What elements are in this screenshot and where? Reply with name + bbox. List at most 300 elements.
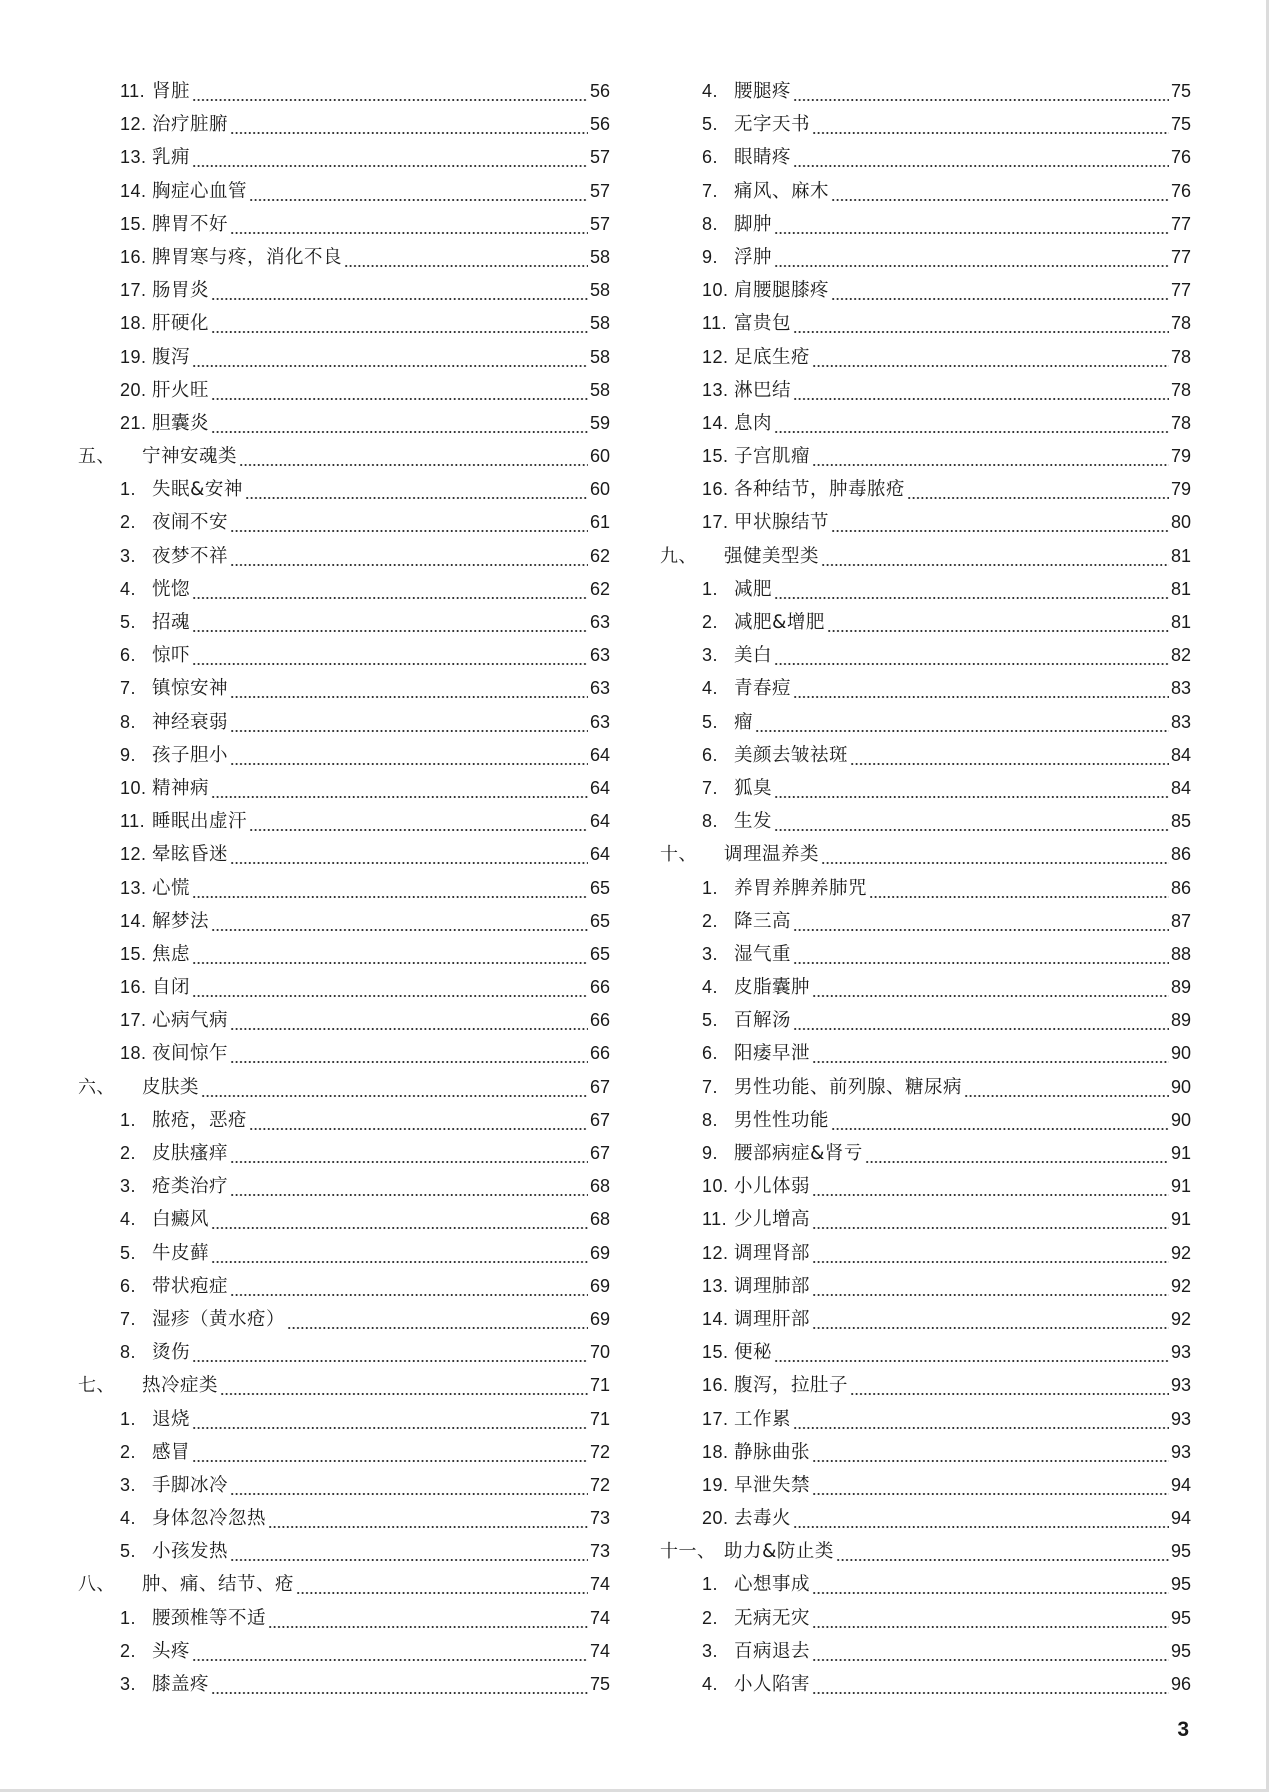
toc-entry-title: 镇惊安神 <box>152 678 229 700</box>
toc-entry-number: 13. <box>702 1275 729 1296</box>
dot-leader <box>907 473 1169 506</box>
toc-entry-page: 63 <box>589 645 610 666</box>
toc-entry[interactable] <box>660 872 1191 905</box>
toc-entry-title: 小孩发热 <box>152 1541 229 1563</box>
toc-entry-number: 2. <box>120 1640 137 1661</box>
toc-entry-title: 助力&防止类 <box>724 1541 834 1563</box>
toc-entry[interactable] <box>660 141 1191 174</box>
toc-entry[interactable] <box>660 506 1191 539</box>
toc-entry[interactable] <box>78 573 610 606</box>
dot-leader <box>774 241 1169 274</box>
toc-entry[interactable] <box>660 1137 1191 1170</box>
toc-entry[interactable] <box>660 75 1191 108</box>
toc-entry-page: 69 <box>589 1242 610 1263</box>
toc-entry-title: 男性性功能 <box>734 1109 830 1131</box>
dot-leader <box>831 506 1169 539</box>
toc-entry[interactable] <box>78 1535 610 1568</box>
toc-entry-page: 73 <box>589 1541 610 1562</box>
toc-entry[interactable] <box>660 639 1191 672</box>
toc-entry[interactable] <box>660 1336 1191 1369</box>
toc-entry-title: 恍惚 <box>152 578 191 600</box>
dot-leader <box>793 938 1169 971</box>
toc-entry-page: 94 <box>1170 1508 1191 1529</box>
dot-leader <box>836 1535 1169 1568</box>
toc-entry-page: 78 <box>1170 346 1191 367</box>
toc-entry-page: 72 <box>589 1474 610 1495</box>
toc-entry[interactable] <box>78 1403 610 1436</box>
toc-entry-title: 淋巴结 <box>734 379 792 401</box>
dot-leader <box>230 1270 588 1303</box>
toc-entry-title: 夜梦不祥 <box>152 545 229 567</box>
toc-entry-number: 2. <box>702 1607 719 1628</box>
dot-leader <box>774 805 1169 838</box>
toc-entry-number: 1. <box>702 1574 719 1595</box>
toc-entry-title: 去毒火 <box>734 1508 792 1530</box>
dot-leader <box>812 971 1169 1004</box>
toc-entry-title: 身体忽冷忽热 <box>152 1508 267 1530</box>
toc-entry-title: 心病气病 <box>152 1010 229 1032</box>
toc-entry-number: 11. <box>702 313 728 334</box>
toc-entry-page: 92 <box>1170 1308 1191 1329</box>
toc-entry-number: 17. <box>702 1408 729 1429</box>
toc-entry-number: 4. <box>120 578 137 599</box>
toc-entry-page: 79 <box>1170 446 1191 467</box>
dot-leader <box>793 307 1169 340</box>
toc-entry-title: 腰部病症&肾亏 <box>734 1143 863 1164</box>
toc-entry-number: 5. <box>120 1242 137 1263</box>
dot-leader <box>230 1535 588 1568</box>
toc-entry-title: 无字天书 <box>734 114 811 136</box>
toc-entry-title: 精神病 <box>152 777 210 799</box>
dot-leader <box>850 1369 1169 1402</box>
toc-section-heading[interactable] <box>660 540 1191 573</box>
dot-leader <box>249 175 588 208</box>
toc-entry[interactable] <box>660 1170 1191 1203</box>
toc-entry[interactable] <box>78 772 610 805</box>
dot-leader <box>812 1170 1169 1203</box>
dot-leader <box>211 1237 588 1270</box>
toc-entry-page: 78 <box>1170 379 1191 400</box>
toc-entry-number: 7. <box>702 180 719 201</box>
toc-entry-number: 16. <box>120 977 147 998</box>
toc-entry-page: 66 <box>589 977 610 998</box>
toc-entry-number: 4. <box>702 678 719 699</box>
toc-entry[interactable] <box>78 1303 610 1336</box>
toc-entry-page: 64 <box>589 811 610 832</box>
toc-entry-page: 74 <box>589 1640 610 1661</box>
toc-entry-number: 19. <box>702 1474 729 1495</box>
dot-leader <box>869 872 1169 905</box>
toc-entry-number: 7. <box>120 1308 137 1329</box>
toc-entry-page: 76 <box>1170 180 1191 201</box>
dot-leader <box>774 208 1169 241</box>
toc-entry[interactable] <box>78 1170 610 1203</box>
toc-entry-page: 90 <box>1170 1043 1191 1064</box>
toc-entry[interactable] <box>78 274 610 307</box>
toc-entry-page: 84 <box>1170 744 1191 765</box>
dot-leader <box>812 1203 1169 1236</box>
dot-leader <box>249 1104 588 1137</box>
toc-entry-page: 69 <box>589 1275 610 1296</box>
dot-leader <box>230 838 588 871</box>
toc-entry-page: 59 <box>589 412 610 433</box>
toc-entry[interactable] <box>660 208 1191 241</box>
toc-entry-page: 73 <box>589 1508 610 1529</box>
toc-entry-title: 子宫肌瘤 <box>734 446 811 468</box>
toc-entry[interactable] <box>78 175 610 208</box>
dot-leader <box>230 208 588 241</box>
toc-entry-title: 减肥&增肥 <box>734 612 825 633</box>
toc-entry-page: 60 <box>589 479 610 500</box>
toc-entry[interactable] <box>660 1037 1191 1070</box>
dot-leader <box>211 274 588 307</box>
toc-entry-page: 75 <box>1170 81 1191 101</box>
toc-entry-title: 青春痘 <box>734 678 792 700</box>
toc-entry[interactable] <box>78 606 610 639</box>
toc-entry[interactable] <box>78 241 610 274</box>
toc-entry[interactable] <box>78 208 610 241</box>
toc-entry-number: 20. <box>120 379 147 400</box>
dot-leader <box>192 938 588 971</box>
dot-leader <box>192 1436 588 1469</box>
toc-entry-title: 生发 <box>734 811 773 833</box>
dot-leader <box>774 1336 1169 1369</box>
toc-entry-number: 14. <box>702 412 729 433</box>
toc-entry-number: 11. <box>120 81 146 101</box>
toc-entry[interactable] <box>78 1635 610 1668</box>
toc-entry[interactable] <box>78 1336 610 1369</box>
toc-entry-title: 湿气重 <box>734 943 792 965</box>
toc-entry[interactable] <box>660 440 1191 473</box>
toc-entry[interactable] <box>660 1602 1191 1635</box>
toc-entry-title: 甲状腺结节 <box>734 512 830 534</box>
toc-entry-page: 62 <box>589 578 610 599</box>
dot-leader <box>812 1303 1169 1336</box>
toc-entry-page: 76 <box>1170 147 1191 168</box>
toc-entry-number: 4. <box>702 977 719 998</box>
toc-entry-title: 手脚冰冷 <box>152 1474 229 1496</box>
toc-entry-title: 足底生疮 <box>734 346 811 368</box>
toc-entry-page: 63 <box>589 678 610 699</box>
toc-entry-number: 19. <box>120 346 147 367</box>
toc-entry[interactable] <box>78 1436 610 1469</box>
toc-entry-number: 16. <box>702 1375 729 1396</box>
toc-entry[interactable] <box>78 374 610 407</box>
toc-entry-number: 16. <box>120 246 147 267</box>
toc-entry[interactable] <box>660 905 1191 938</box>
dot-leader <box>268 1602 588 1635</box>
dot-leader <box>827 606 1169 639</box>
toc-entry-title: 肿、痛、结节、疮 <box>142 1574 295 1596</box>
toc-entry[interactable] <box>660 1303 1191 1336</box>
toc-entry-page: 81 <box>1170 578 1191 599</box>
toc-entry-page: 75 <box>589 1674 610 1694</box>
toc-section-heading[interactable] <box>78 1369 610 1402</box>
toc-entry[interactable] <box>660 374 1191 407</box>
dot-leader <box>821 540 1169 573</box>
toc-entry-number: 十一、 <box>660 1541 716 1562</box>
toc-entry-page: 58 <box>589 280 610 301</box>
toc-entry-page: 72 <box>589 1441 610 1462</box>
toc-entry[interactable] <box>78 938 610 971</box>
toc-entry-number: 1. <box>702 578 719 599</box>
toc-entry-title: 小儿体弱 <box>734 1176 811 1198</box>
toc-entry-number: 5. <box>702 114 719 135</box>
toc-section-heading[interactable] <box>78 1568 610 1601</box>
dot-leader <box>245 473 588 506</box>
dot-leader <box>230 108 588 141</box>
toc-entry-page: 58 <box>589 346 610 367</box>
toc-entry-page: 91 <box>1170 1143 1191 1163</box>
toc-entry-number: 14. <box>120 180 147 201</box>
toc-entry-title: 自闭 <box>152 977 191 999</box>
toc-entry-page: 86 <box>1170 844 1191 865</box>
toc-entry[interactable] <box>660 1668 1191 1701</box>
toc-entry[interactable] <box>660 938 1191 971</box>
toc-entry[interactable] <box>660 1436 1191 1469</box>
toc-entry[interactable] <box>660 971 1191 1004</box>
toc-entry-number: 4. <box>702 81 719 101</box>
toc-entry-title: 膝盖疼 <box>152 1674 210 1695</box>
toc-entry-number: 13. <box>120 147 147 168</box>
toc-entry-title: 降三高 <box>734 910 792 932</box>
toc-entry-page: 65 <box>589 943 610 964</box>
toc-section-heading[interactable] <box>660 1535 1191 1568</box>
dot-leader <box>230 1037 588 1070</box>
toc-entry-title: 工作累 <box>734 1408 792 1430</box>
dot-leader <box>793 672 1169 705</box>
toc-entry[interactable] <box>660 241 1191 274</box>
toc-entry-title: 胆囊炎 <box>152 412 210 434</box>
toc-entry-title: 肝硬化 <box>152 313 210 335</box>
toc-entry-number: 11. <box>120 811 146 832</box>
toc-entry-page: 58 <box>589 313 610 334</box>
toc-entry-title: 调理肾部 <box>734 1242 811 1264</box>
toc-entry-number: 10. <box>702 280 729 301</box>
toc-section-heading[interactable] <box>78 440 610 473</box>
toc-entry[interactable] <box>660 407 1191 440</box>
toc-entry-page: 71 <box>589 1375 610 1396</box>
dot-leader <box>230 1004 588 1037</box>
toc-entry[interactable] <box>660 1502 1191 1535</box>
toc-entry-number: 10. <box>702 1176 729 1197</box>
toc-entry[interactable] <box>660 473 1191 506</box>
toc-entry[interactable] <box>78 307 610 340</box>
toc-entry[interactable] <box>660 1270 1191 1303</box>
toc-entry-title: 便秘 <box>734 1342 773 1364</box>
toc-entry[interactable] <box>78 971 610 1004</box>
toc-entry-title: 睡眠出虚汗 <box>152 811 248 833</box>
toc-entry[interactable] <box>78 341 610 374</box>
dot-leader <box>812 1668 1169 1701</box>
toc-entry[interactable] <box>660 274 1191 307</box>
toc-entry-title: 脾胃寒与疼，消化不良 <box>152 246 343 268</box>
toc-entry[interactable] <box>78 473 610 506</box>
toc-entry[interactable] <box>78 506 610 539</box>
toc-entry-title: 调理温养类 <box>724 844 820 866</box>
toc-entry-title: 孩子胆小 <box>152 744 229 766</box>
toc-entry[interactable] <box>660 1071 1191 1104</box>
toc-entry-page: 56 <box>589 114 610 135</box>
dot-leader <box>192 141 588 174</box>
toc-entry[interactable] <box>78 75 610 108</box>
dot-leader <box>831 175 1169 208</box>
toc-entry-number: 9. <box>702 1143 719 1163</box>
toc-entry[interactable] <box>78 1668 610 1701</box>
toc-entry[interactable] <box>78 1004 610 1037</box>
toc-entry[interactable] <box>78 1270 610 1303</box>
toc-entry[interactable] <box>660 772 1191 805</box>
toc-entry-number: 3. <box>120 1674 137 1694</box>
dot-leader <box>230 1137 588 1170</box>
toc-entry-page: 79 <box>1170 479 1191 500</box>
toc-entry[interactable] <box>78 872 610 905</box>
dot-leader <box>812 108 1169 141</box>
toc-entry-number: 7. <box>702 777 719 798</box>
dot-leader <box>812 341 1169 374</box>
toc-entry[interactable] <box>660 672 1191 705</box>
toc-entry-number: 九、 <box>660 545 697 566</box>
toc-entry[interactable] <box>78 838 610 871</box>
toc-section-heading[interactable] <box>660 838 1191 871</box>
dot-leader <box>793 1004 1169 1037</box>
toc-entry-title: 痛风、麻木 <box>734 180 830 202</box>
toc-entry-page: 63 <box>589 711 610 732</box>
dot-leader <box>192 1336 588 1369</box>
toc-entry[interactable] <box>78 1104 610 1137</box>
toc-entry-number: 17. <box>702 512 729 533</box>
toc-entry[interactable] <box>78 1037 610 1070</box>
toc-entry[interactable] <box>78 672 610 705</box>
toc-entry-number: 1. <box>120 1109 137 1130</box>
toc-entry[interactable] <box>78 1502 610 1535</box>
toc-entry-number: 17. <box>120 1010 147 1031</box>
toc-entry[interactable] <box>660 1004 1191 1037</box>
toc-entry-page: 57 <box>589 180 610 201</box>
toc-entry[interactable] <box>78 108 610 141</box>
toc-entry-title: 浮肿 <box>734 246 773 268</box>
toc-entry[interactable] <box>660 1469 1191 1502</box>
toc-entry[interactable] <box>660 573 1191 606</box>
toc-entry-number: 10. <box>120 777 147 798</box>
dot-leader <box>192 639 588 672</box>
toc-entry[interactable] <box>660 108 1191 141</box>
toc-entry[interactable] <box>78 639 610 672</box>
toc-entry-page: 82 <box>1170 645 1191 666</box>
toc-entry[interactable] <box>78 1237 610 1270</box>
toc-entry-number: 3. <box>702 943 719 964</box>
dot-leader <box>831 274 1169 307</box>
toc-entry-number: 7. <box>120 678 137 699</box>
dot-leader <box>211 1203 588 1236</box>
toc-entry-title: 热冷症类 <box>142 1375 219 1397</box>
toc-entry[interactable] <box>660 1237 1191 1270</box>
toc-entry-number: 2. <box>120 1441 137 1462</box>
toc-entry[interactable] <box>78 805 610 838</box>
toc-entry-page: 85 <box>1170 811 1191 832</box>
toc-entry-title: 静脉曲张 <box>734 1441 811 1463</box>
toc-entry-page: 78 <box>1170 313 1191 334</box>
toc-entry[interactable] <box>78 1469 610 1502</box>
toc-entry-number: 8. <box>702 811 719 832</box>
dot-leader <box>268 1502 588 1535</box>
toc-entry-page: 91 <box>1170 1209 1191 1230</box>
toc-entry[interactable] <box>78 706 610 739</box>
toc-entry-number: 3. <box>120 1474 137 1495</box>
toc-entry-page: 70 <box>589 1342 610 1363</box>
toc-entry-title: 胸症心血管 <box>152 180 248 202</box>
toc-entry-page: 63 <box>589 612 610 632</box>
toc-entry-title: 息肉 <box>734 412 773 434</box>
toc-entry-page: 65 <box>589 910 610 931</box>
toc-entry[interactable] <box>78 1602 610 1635</box>
toc-entry-title: 脓疮，恶疮 <box>152 1109 248 1131</box>
dot-leader <box>793 1403 1169 1436</box>
toc-entry-title: 各种结节，肿毒脓疮 <box>734 479 906 501</box>
toc-entry-number: 1. <box>120 1607 137 1628</box>
dot-leader <box>812 1037 1169 1070</box>
toc-entry-title: 百解汤 <box>734 1010 792 1032</box>
toc-entry-page: 91 <box>1170 1176 1191 1197</box>
toc-entry[interactable] <box>78 1203 610 1236</box>
toc-entry-page: 90 <box>1170 1109 1191 1130</box>
toc-entry-number: 8. <box>702 1109 719 1130</box>
dot-leader <box>230 1469 588 1502</box>
toc-right-column <box>660 75 1191 1701</box>
toc-entry[interactable] <box>660 1104 1191 1137</box>
toc-entry[interactable] <box>78 407 610 440</box>
toc-entry[interactable] <box>660 706 1191 739</box>
toc-entry[interactable] <box>660 175 1191 208</box>
dot-leader <box>192 1635 588 1668</box>
toc-entry-number: 1. <box>120 479 137 500</box>
toc-entry[interactable] <box>660 1403 1191 1436</box>
toc-entry-number: 12. <box>702 1242 729 1263</box>
dot-leader <box>344 241 588 274</box>
toc-entry[interactable] <box>660 341 1191 374</box>
toc-entry-number: 5. <box>120 1541 137 1562</box>
dot-leader <box>249 805 588 838</box>
toc-entry[interactable] <box>78 1137 610 1170</box>
toc-entry[interactable] <box>660 739 1191 772</box>
toc-entry[interactable] <box>660 1369 1191 1402</box>
toc-entry-page: 62 <box>589 545 610 566</box>
toc-entry-title: 养胃养脾养肺咒 <box>734 877 868 899</box>
toc-entry-title: 夜闹不安 <box>152 512 229 534</box>
toc-entry-title: 神经衰弱 <box>152 711 229 733</box>
dot-leader <box>964 1071 1169 1104</box>
toc-entry-page: 65 <box>589 877 610 898</box>
toc-entry-title: 肝火旺 <box>152 379 210 401</box>
toc-entry[interactable] <box>78 540 610 573</box>
toc-entry[interactable] <box>660 307 1191 340</box>
dot-leader <box>812 1436 1169 1469</box>
toc-entry[interactable] <box>660 1203 1191 1236</box>
toc-section-heading[interactable] <box>78 1071 610 1104</box>
toc-entry[interactable] <box>78 141 610 174</box>
toc-entry[interactable] <box>660 1635 1191 1668</box>
toc-entry[interactable] <box>660 606 1191 639</box>
toc-entry[interactable] <box>660 1568 1191 1601</box>
toc-entry[interactable] <box>78 739 610 772</box>
dot-leader <box>201 1071 588 1104</box>
toc-entry[interactable] <box>78 905 610 938</box>
toc-entry-number: 21. <box>120 412 147 433</box>
toc-entry[interactable] <box>660 805 1191 838</box>
toc-entry-title: 皮肤类 <box>142 1076 200 1098</box>
dot-leader <box>211 1668 588 1701</box>
toc-entry-page: 96 <box>1170 1674 1191 1694</box>
